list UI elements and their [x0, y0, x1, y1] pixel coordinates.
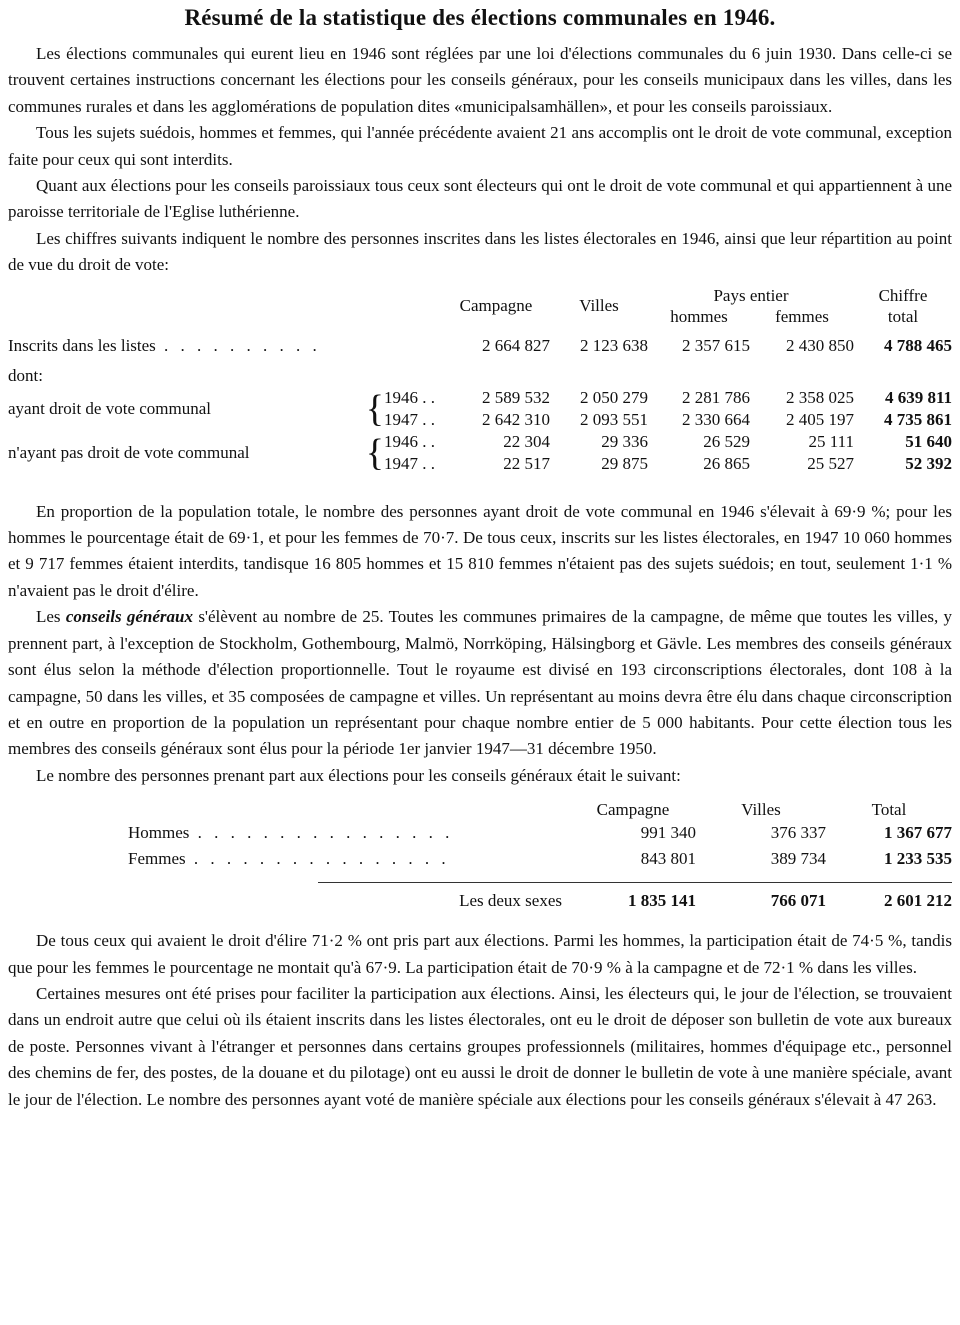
- cell-villes: 29 875: [601, 453, 648, 473]
- table-row-nayant: n'ayant pas droit de vote communal { 1946 . . 1947 . . 22 304 22 517 29 336 29 875 26 529 26 865 25 111 25 527 51 640 52 392: [8, 431, 952, 474]
- row-label-nayant: n'ayant pas droit de vote communal: [8, 442, 250, 462]
- row-label-sum: Les deux sexes: [318, 882, 570, 920]
- header-campagne: Campagne: [459, 296, 533, 316]
- table-header-row: [8, 285, 952, 306]
- cell-villes: 2 093 551: [580, 409, 648, 429]
- table-row-ayant: ayant droit de vote communal { 1946 . . 1947 . . 2 589 532 2 642 310 2 050 279 2 093 551 2 281 786 2 330 664 2 358 025 2 405 197 4 639 811 4 735 861: [8, 387, 952, 430]
- row-label: Hommes: [128, 823, 190, 843]
- cell-villes: 2 050 279: [580, 387, 648, 407]
- cell-hommes: 2 330 664: [682, 409, 750, 429]
- cell-hommes: 26 865: [703, 453, 750, 473]
- participants-table: [8, 799, 952, 920]
- year-label: 1947: [384, 453, 418, 473]
- header-chiffre: Chiffre: [878, 285, 928, 305]
- cell-femmes: 2 358 025: [786, 387, 854, 407]
- cell-total: 4 788 465: [884, 335, 952, 355]
- table-row-hommes: Hommes . . . . . . . . . . . . . . . . 991 340 376 337 1 367 677: [8, 820, 952, 846]
- cell-villes: 29 336: [601, 431, 648, 451]
- header-villes: Villes: [741, 800, 781, 820]
- cell-total: 1 233 535: [884, 849, 952, 869]
- row-label: Inscrits dans les listes: [8, 335, 156, 355]
- header-femmes: femmes: [775, 306, 829, 326]
- paragraph-voters: Tous les sujets suédois, hommes et femmes, qui l'année précédente avaient 21 ans accomplis ont le droit de vote communal, exception faite pour ceux qui sont interdits.: [8, 123, 952, 169]
- paragraph-facilities: Certaines mesures ont été prises pour faciliter la participation aux élections. Ainsi, les électeurs qui, le jour de l'élection, se trouvaient dans un endroit autre que celui où ils étaient inscrits dans les listes électorales, ont eu le droit de déposer son bulletin de vote aux bureaux de poste. Personnes vivant à l'étranger et personnes dans certains groupes professionnels (militaires, hommes d'équipage etc., personnel des chemins de fer, des postes, de la douane et du pilotage) ont eu aussi le droit de donner le bulletin de vote à une manière spéciale, avant le jour de l'élection. Le nombre des personnes ayant voté de manière spéciale aux élections pour les conseils généraux s'élevait à 47 263.: [8, 983, 952, 1109]
- table-row-sum: [8, 882, 952, 920]
- cell-total: 4 735 861: [884, 409, 952, 429]
- header-hommes: hommes: [670, 306, 728, 326]
- cell-campagne: 2 642 310: [482, 409, 550, 429]
- cell-hommes: 2 281 786: [682, 387, 750, 407]
- cell-villes: 376 337: [770, 823, 826, 843]
- cell-villes: 766 071: [696, 882, 826, 920]
- cell-campagne: 2 664 827: [482, 335, 550, 355]
- paragraph-conseils-generaux: Les conseils généraux s'élèvent au nombre de 25. Toutes les communes primaires de la campagne, de même que toutes les villes, y prennent part, à l'exception de Stockholm, Gothembourg, Malmö, Norrköping, Hälsingborg et Gävle. Les membres des conseils généraux sont élus selon la méthode d'élection proportionnelle. Tout le royaume est divisé en 193 circonscriptions électorales, dont 108 à la campagne, 50 dans les villes, et 35 composées de campagne et villes. Un représentant au moins devra être élu dans chaque circonscription et en outre en proportion de la population un représentant pour chaque nombre entier de 5 000 habitants. Pour cette élection tous les membres des conseils généraux sont élus pour la période 1er janvier 1947—31 décembre 1950.: [8, 607, 953, 759]
- cell-total: 51 640: [905, 431, 952, 451]
- header-total: Total: [871, 800, 907, 820]
- cell-total: 4 639 811: [884, 387, 952, 407]
- cell-villes: 2 123 638: [580, 335, 648, 355]
- year-label: 1947: [384, 409, 418, 429]
- cell-total: 1 367 677: [884, 823, 952, 843]
- paragraph-participants-intro: Le nombre des personnes prenant part aux élections pour les conseils généraux était le suivant:: [36, 765, 681, 785]
- table-row-femmes: Femmes . . . . . . . . . . . . . . . . 843 801 389 734 1 233 535: [8, 846, 952, 872]
- header-villes: Villes: [579, 296, 619, 316]
- header-pays-entier: Pays entier: [713, 285, 789, 305]
- year-label: 1946: [384, 431, 418, 451]
- paragraph-figures-intro: Les chiffres suivants indiquent le nombre des personnes inscrites dans les listes électorales en 1946, ainsi que leur répartition au point de vue du droit de vote:: [8, 228, 952, 275]
- document-title: Résumé de la statistique des élections communales en 1946.: [184, 5, 776, 30]
- table-row-dont: [8, 365, 952, 387]
- paragraph-law: Les élections communales qui eurent lieu en 1946 sont réglées par une loi d'élections communales du 6 juin 1930. Dans celle-ci se trouvent certaines instructions concernant les élections pour les conseils généraux, pour les conseils municipaux dans les villes, dans les communes rurales et dans les agglomérations de population dites «municipalsamhällen», et pour les conseils paroissiaux.: [8, 44, 952, 116]
- table-row-inscrits: Inscrits dans les listes . . . . . . . . . . 2 664 827 2 123 638 2 357 615 2 430 850 4 788 465: [8, 327, 952, 365]
- cell-campagne: 2 589 532: [482, 387, 550, 407]
- cell-total: 2 601 212: [826, 882, 952, 920]
- cell-villes: 389 734: [770, 849, 826, 869]
- table-header-row: [8, 799, 952, 820]
- cell-campagne: 843 801: [640, 849, 696, 869]
- registered-voters-table: [8, 285, 952, 475]
- cell-femmes: 2 405 197: [786, 409, 854, 429]
- row-label-ayant: ayant droit de vote communal: [8, 398, 211, 418]
- cell-hommes: 2 357 615: [682, 335, 750, 355]
- document-page: [8, 0, 952, 1113]
- cell-hommes: 26 529: [703, 431, 750, 451]
- cell-campagne: 22 304: [503, 431, 550, 451]
- header-total: total: [887, 306, 919, 326]
- cell-campagne: 1 835 141: [570, 882, 696, 920]
- row-label: Femmes: [128, 849, 186, 869]
- paragraph-proportion: En proportion de la population totale, le nombre des personnes ayant droit de vote communal en 1946 s'élevait à 69·9 %; pour les hommes le pourcentage était de 69·1, et pour les femmes de 70·7. De tous ceux, inscrits sur les listes électorales, en 1947 10 060 hommes et 9 717 femmes étaient interdits, tandisque 16 805 hommes et 15 810 femmes n'étaient pas des sujets suédois; en tout, seulement 1·1 % n'avaient pas le droit d'élire.: [8, 501, 952, 600]
- header-campagne: Campagne: [596, 800, 670, 820]
- cell-campagne: 22 517: [503, 453, 550, 473]
- paragraph-parish: Quant aux élections pour les conseils paroissiaux tous ceux sont électeurs qui ont le droit de vote communal et qui appartiennent à une paroisse territoriale de l'Eglise luthérienne.: [8, 176, 952, 222]
- cell-campagne: 991 340: [640, 823, 696, 843]
- cell-femmes: 2 430 850: [786, 335, 854, 355]
- cell-femmes: 25 527: [807, 453, 854, 473]
- row-label-dont: dont:: [8, 365, 43, 385]
- cell-femmes: 25 111: [808, 431, 854, 451]
- cell-total: 52 392: [905, 453, 952, 473]
- emphasis-conseils-generaux: conseils généraux: [65, 607, 194, 627]
- year-label: 1946: [384, 387, 418, 407]
- paragraph-participation: De tous ceux qui avaient le droit d'élire 71·2 % ont pris part aux élections. Parmi les hommes, la participation était de 74·5 %, tandis que pour les femmes le pourcentage ne montait qu'à 67·9. La participation était de 70·9 % à la campagne et de 72·1 % dans les villes.: [8, 931, 952, 977]
